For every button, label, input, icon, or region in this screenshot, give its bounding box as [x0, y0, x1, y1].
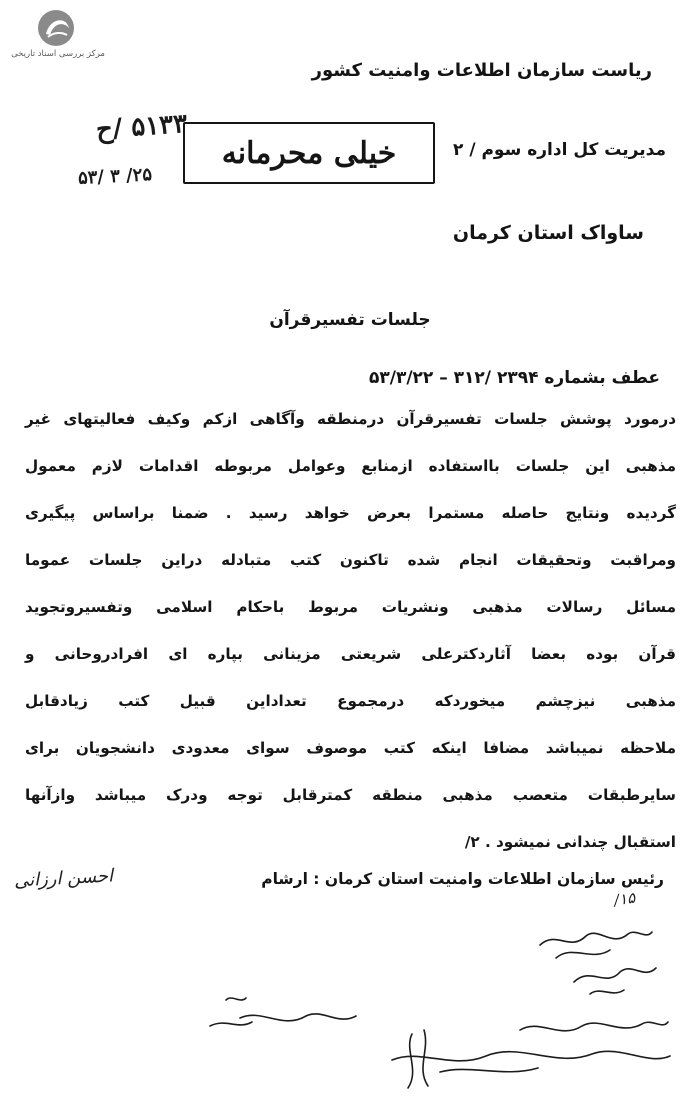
reference-line: عطف بشماره ۲۳۹۴ /۳۱۲ – ۵۳/۳/۲۲ — [369, 368, 660, 388]
handwritten-name: احسن ارزانی — [13, 865, 114, 892]
classification-stamp — [183, 122, 435, 184]
body-line: ملاحظه نمیباشد مضافا اینکه کتب موصوف سوای معدودی دانشجویان برای — [25, 739, 676, 757]
handwritten-note: ۱۵/ — [612, 888, 637, 910]
stamp-number: ۵۱۳۳ /ح — [95, 108, 189, 146]
body-line: استقبال چندانی نمیشود . ۲/ — [464, 833, 676, 851]
body-line: قرآن بوده بعضا آثاردکترعلی شریعتی مزینانی بپاره ای افرادروحانی و — [25, 645, 676, 663]
body-line: سایرطبقات متعصب مذهبی منطقه کمترقابل توجه ودرک میباشد وازآنها — [25, 786, 676, 804]
body-line: ومراقبت وتحقیقات انجام شده تاکنون کتب متبادله دراین جلسات عموما — [25, 551, 676, 569]
signoff-line: رئیس سازمان اطلاعات وامنیت استان کرمان : ارشام — [261, 870, 664, 888]
archive-logo-icon — [36, 8, 76, 48]
body-line: مذهبی این جلسات بااستفاده ازمنابع وعوامل مربوطه اقدامات لازم معمول — [25, 457, 676, 475]
body-line: مسائل رسالات مذهبی ونشریات مربوط باحکام اسلامی وتفسیروتجوید — [25, 598, 676, 616]
archive-logo — [8, 8, 108, 62]
body-line: گردیده ونتایج حاصله مستمرا بعرض خواهد رسید . ضمنا براساس پیگیری — [25, 504, 676, 522]
directorate-line: مدیریت کل اداره سوم / ۲ — [453, 140, 666, 160]
body-line: درمورد پوشش جلسات تفسیرقرآن درمنطقه وآگاهی ازکم وکیف فعالیتهای غیر — [25, 410, 676, 428]
addressee-line: ریاست سازمان اطلاعات وامنیت کشور — [311, 60, 652, 81]
subject-line: جلسات تفسیرقرآن — [269, 310, 431, 330]
sender-line: ساواک استان کرمان — [452, 222, 644, 244]
classification-label: خیلی محرمانه — [221, 136, 397, 171]
stamp-date: ۲۵/ ۳ /۵۳ — [77, 164, 153, 189]
archive-logo-text: مرکز بررسی اسناد تاریخی — [11, 49, 105, 59]
body-line: مذهبی نیزچشم میخوردکه درمجموع تعداداین قبیل کتب زیادقابل — [25, 692, 676, 710]
